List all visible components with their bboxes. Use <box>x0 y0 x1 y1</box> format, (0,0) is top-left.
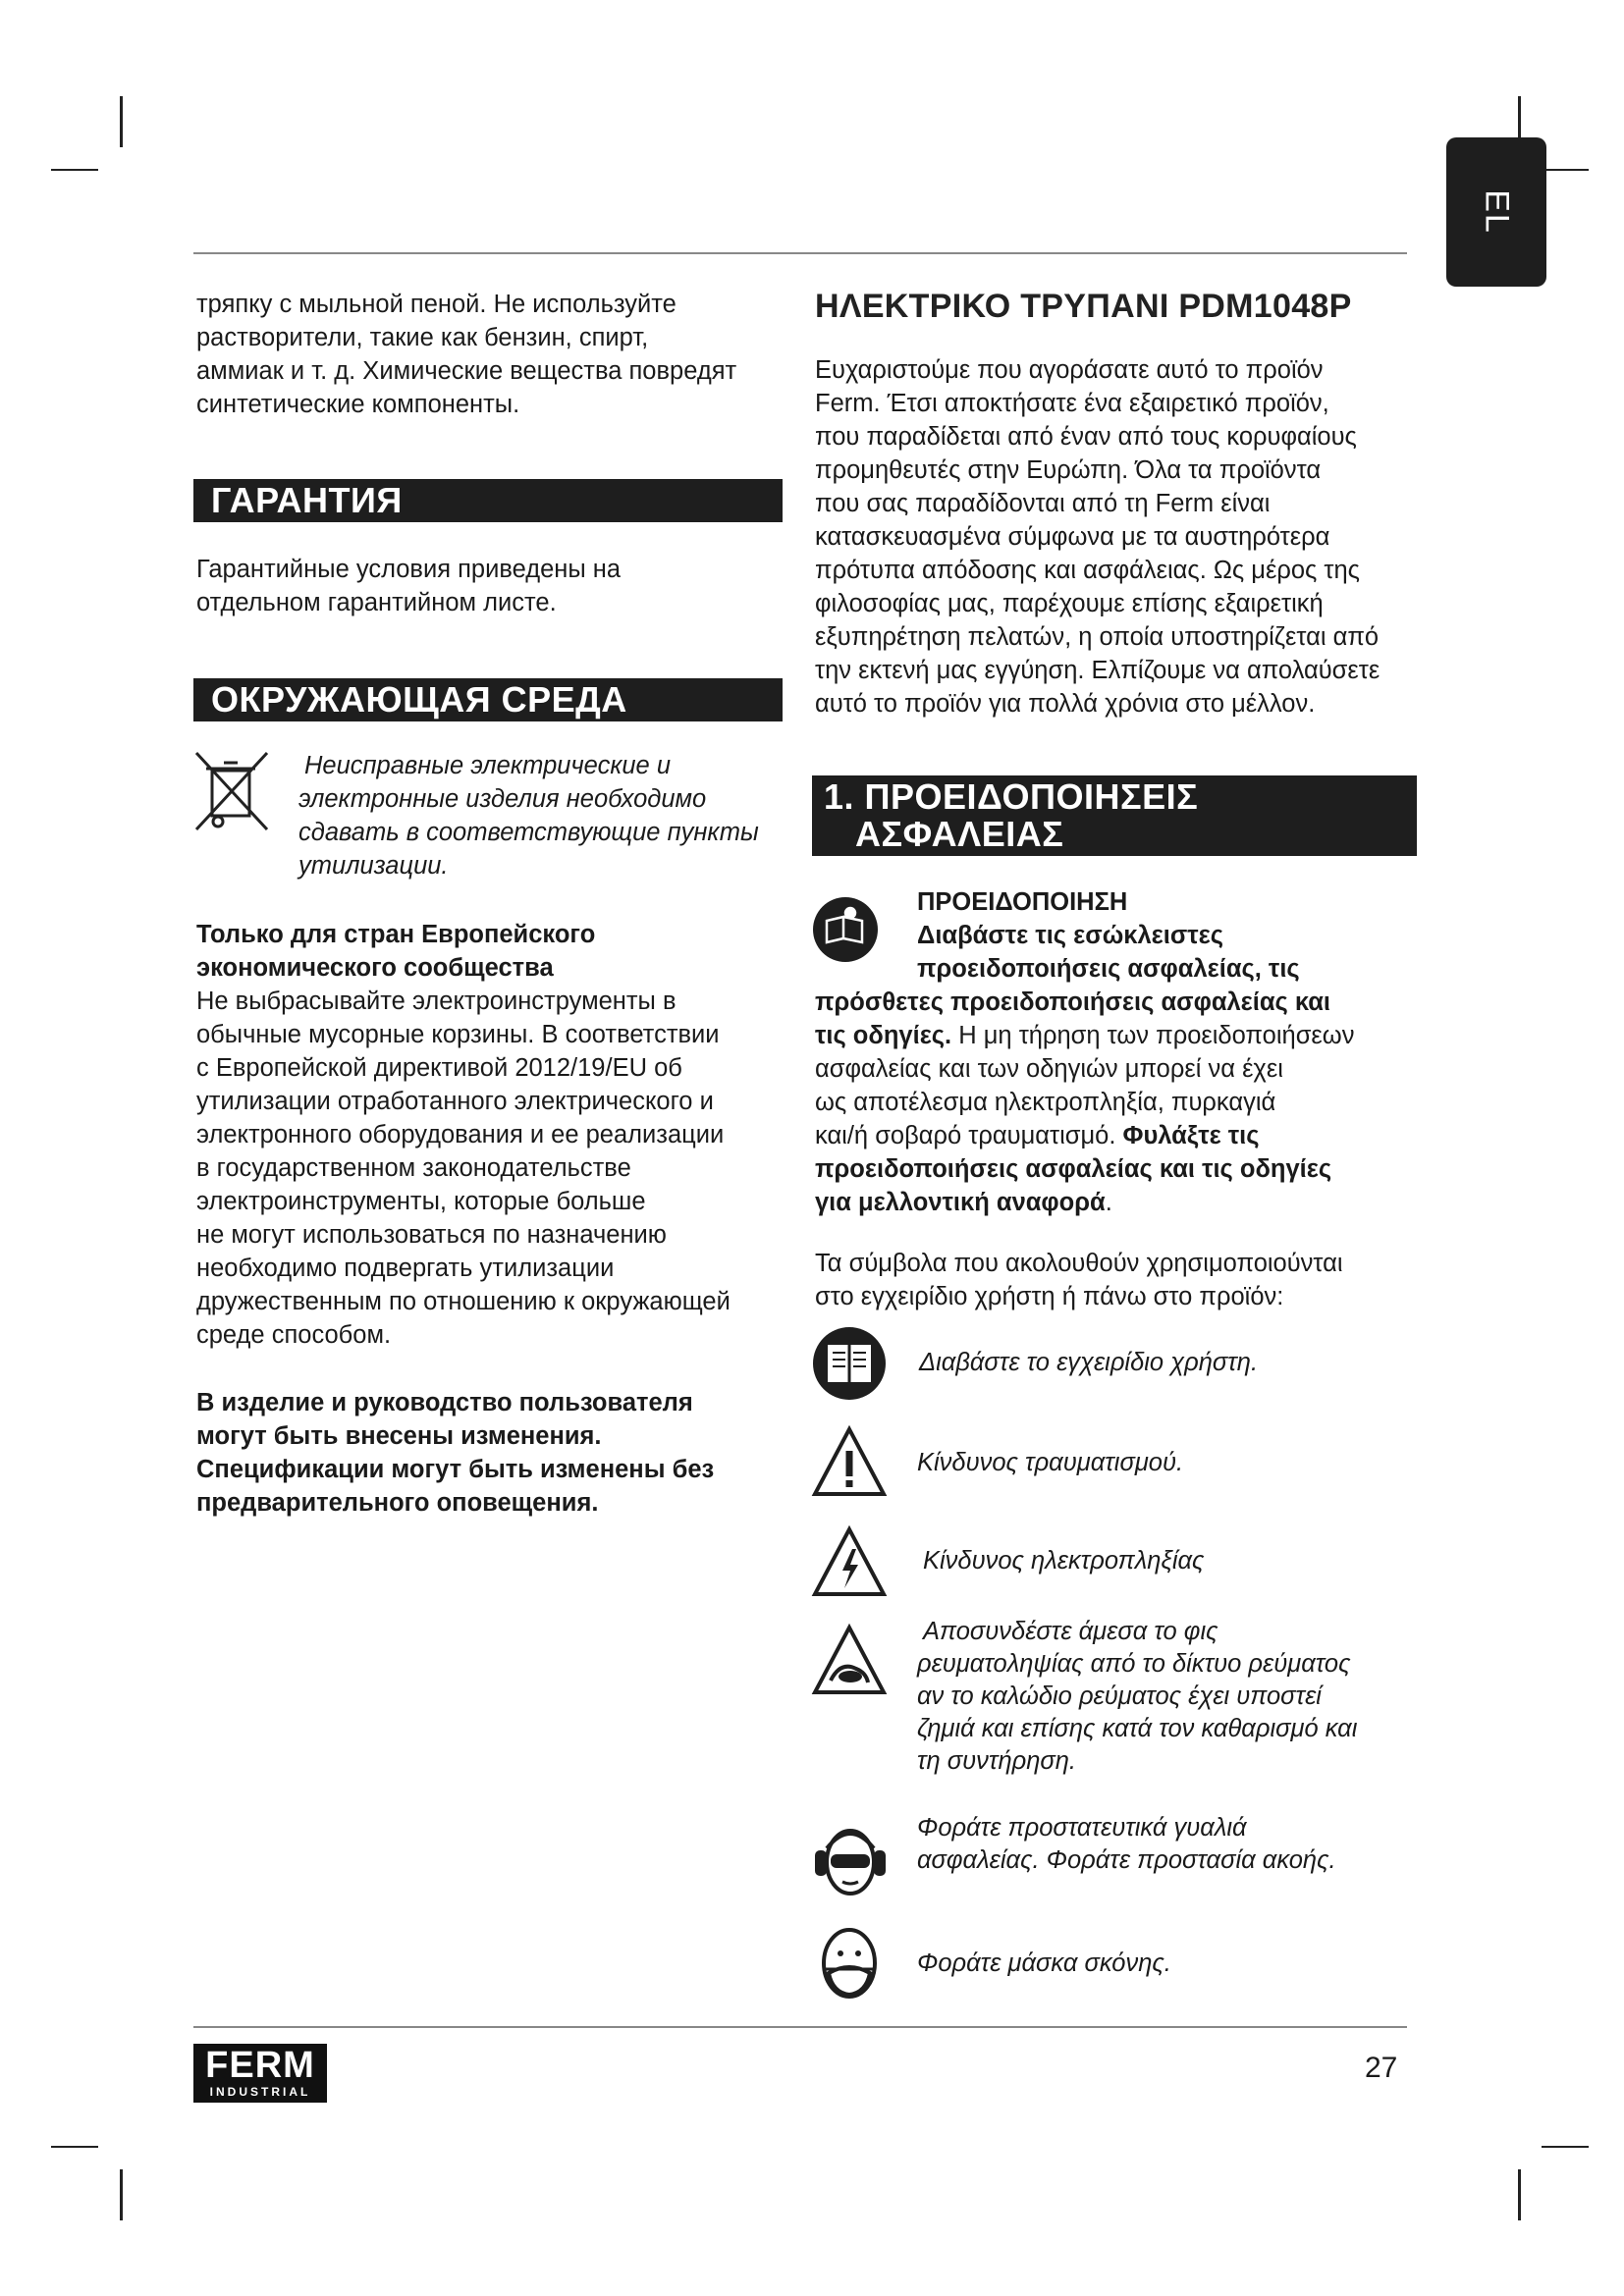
text-line: στο εγχειρίδιο χρήστη ή πάνω στο προϊόν: <box>815 1283 1284 1310</box>
warranty-paragraph <box>196 553 785 619</box>
text-line: που σας παραδίδονται από τη Ferm είναι <box>815 490 1271 517</box>
goggles-earmuffs-icon <box>811 1821 890 1903</box>
safety-heading-line: 1. ΠΡΟΕΙΔΟΠΟΙΗΣΕΙΣ <box>824 776 1199 817</box>
text-line: утилизации. <box>298 852 449 880</box>
text-line: дружественным по отношению к окружающей <box>196 1288 731 1315</box>
text-line: обычные мусорные корзины. В соответствии <box>196 1021 720 1048</box>
text-line: электронного оборудования и ее реализации <box>196 1121 725 1148</box>
page-number: 27 <box>1365 2052 1398 2084</box>
crop-mark <box>120 2169 123 2220</box>
text-line: тряпку с мыльной пеной. Не используйте <box>196 291 677 318</box>
text-line: ασφαλείας και των οδηγιών μπορεί να έχει <box>815 1055 1283 1083</box>
text-line: электронные изделия необходимо <box>298 785 707 813</box>
thanks-paragraph <box>815 353 1424 721</box>
intro-paragraph <box>196 288 785 421</box>
text-line: сдавать в соответствующие пункты <box>298 819 759 846</box>
language-tab <box>1446 137 1546 287</box>
safety-heading <box>812 775 1417 856</box>
environment-heading: ОКРУЖАЮЩАЯ СРЕДА <box>193 678 783 721</box>
symbol-text-mask <box>917 1948 1408 1980</box>
text-line: τη συντήρηση. <box>917 1747 1077 1775</box>
text-line: ζημιά και επίσης κατά τον καθαρισμό και <box>917 1715 1358 1742</box>
warning-triangle-icon <box>811 1423 888 1500</box>
text-line: Τα σύμβολα που ακολουθούν χρησιμοποιούνται <box>815 1250 1343 1277</box>
text-line <box>815 1019 1434 1052</box>
warning-title: ΠΡΟΕΙΔΟΠΟΙΗΣΗ <box>917 888 1128 916</box>
text-line: Ευχαριστούμε που αγοράσατε αυτό το προϊόν <box>815 356 1324 384</box>
warning-block <box>815 885 1434 1219</box>
text-span: Η μη τήρηση των προειδοποιήσεων <box>951 1022 1355 1049</box>
text-line: Αποσυνδέστε άμεσα το φις <box>923 1618 1218 1645</box>
text-line: αυτό το προϊόν για πολλά χρόνια στο μέλλον. <box>815 690 1316 718</box>
text-line: πρότυπα απόδοσης και ασφάλειας. Ως μέρος της <box>815 557 1360 584</box>
text-line: синтетические компоненты. <box>196 391 520 418</box>
text-line: Спецификации могут быть изменены без <box>196 1456 715 1483</box>
bold-span: Φυλάξτε τις <box>1122 1122 1260 1149</box>
symbol-text-manual <box>919 1347 1410 1379</box>
eu-section <box>196 918 795 1352</box>
unplug-cable-icon <box>811 1622 888 1698</box>
text-line <box>815 1119 1434 1152</box>
text-line: την εκτενή μας εγγύηση. Ελπίζουμε να απολαύσετε <box>815 657 1380 684</box>
crossed-bin-icon <box>192 749 271 833</box>
text-line: προειδοποιήσεις ασφαλείας, τις <box>917 955 1300 983</box>
text-line: в государственном законодательстве <box>196 1154 631 1182</box>
text-line: Κίνδυνος ηλεκτροπληξίας <box>923 1547 1205 1575</box>
text-line <box>815 1186 1434 1219</box>
text-line: που παραδίδεται από έναν από τους κορυφαίους <box>815 423 1357 451</box>
bold-span: τις οδηγίες. <box>815 1022 952 1049</box>
warranty-heading: ГАРАНТИЯ <box>193 479 783 522</box>
manual-book-icon <box>811 1325 888 1402</box>
footer-rule <box>193 2026 1407 2028</box>
text-line: с Европейской директивой 2012/19/EU об <box>196 1054 682 1082</box>
crop-mark <box>1518 2169 1521 2220</box>
text-line: растворители, такие как бензин, спирт, <box>196 324 649 351</box>
dust-mask-icon <box>811 1922 888 2004</box>
electric-hazard-icon <box>811 1523 888 1600</box>
text-line: Φοράτε προστατευτικά γυαλιά <box>917 1814 1247 1842</box>
crop-mark <box>51 2146 98 2148</box>
text-line: утилизации отработанного электрического и <box>196 1088 714 1115</box>
text-line: Κίνδυνος τραυματισμού. <box>917 1449 1184 1476</box>
text-line: предварительного оповещения. <box>196 1489 599 1517</box>
symbol-text-goggles <box>917 1812 1428 1877</box>
text-line: ως αποτέλεσμα ηλεκτροπληξία, πυρκαγιά <box>815 1089 1276 1116</box>
text-line: προειδοποιήσεις ασφαλείας και τις οδηγίες <box>815 1155 1332 1183</box>
text-line: среде способом. <box>196 1321 392 1349</box>
text-span: . <box>1105 1189 1112 1216</box>
text-line: В изделие и руководство пользователя <box>196 1389 693 1416</box>
text-line: Ferm. Έτσι αποκτήσατε ένα εξαιρετικό προϊόν, <box>815 390 1329 417</box>
language-tab-label: EL <box>1478 189 1516 235</box>
text-line: εξυπηρέτηση πελατών, η οποία υποστηρίζεται από <box>815 623 1380 651</box>
eu-heading-line: экономического сообщества <box>196 954 554 982</box>
weee-paragraph <box>298 749 770 882</box>
crop-mark <box>1542 169 1589 171</box>
safety-heading-line: ΑΣΦΑΛΕΙΑΣ <box>855 814 1064 854</box>
symbol-text-unplug <box>917 1616 1428 1778</box>
text-line: аммиак и т. д. Химические вещества повредят <box>196 357 737 385</box>
text-line: Διαβάστε το εγχειρίδιο χρήστη. <box>919 1349 1259 1376</box>
symbol-text-electric <box>923 1545 1414 1577</box>
product-title: ΗΛΕΚΤΡΙΚΟ ΤΡΥΠΑΝΙ PDM1048P <box>815 288 1352 325</box>
text-line: Διαβάστε τις εσώκλειστες <box>917 922 1224 949</box>
text-line: отдельном гарантийном листе. <box>196 589 557 616</box>
eu-heading-line: Только для стран Европейского <box>196 921 596 948</box>
symbol-text-injury <box>917 1447 1408 1479</box>
crop-mark <box>120 96 123 147</box>
text-line: προμηθευτές στην Ευρώπη. Όλα τα προϊόντα <box>815 456 1322 484</box>
logo-main: FERM <box>205 2045 315 2086</box>
ferm-logo <box>193 2044 327 2103</box>
crop-mark <box>1542 2146 1589 2148</box>
text-line: Не выбрасывайте электроинструменты в <box>196 988 677 1015</box>
left-column <box>196 288 785 421</box>
text-line: могут быть внесены изменения. <box>196 1422 602 1450</box>
text-line: необходимо подвергать утилизации <box>196 1255 615 1282</box>
text-line: πρόσθετες προειδοποιήσεις ασφαλείας και <box>815 988 1331 1016</box>
text-span: και/ή σοβαρό τραυματισμό. <box>815 1122 1123 1149</box>
text-line: электроинструменты, которые больше <box>196 1188 646 1215</box>
text-line: ρευματοληψίας από το δίκτυο ρεύματος <box>917 1650 1351 1678</box>
header-rule <box>193 252 1407 254</box>
symbols-intro <box>815 1247 1434 1313</box>
text-line: ασφαλείας. Φοράτε προστασία ακοής. <box>917 1846 1336 1874</box>
text-line: не могут использоваться по назначению <box>196 1221 667 1249</box>
logo-sub: INDUSTRIAL <box>209 2085 311 2099</box>
change-notice <box>196 1386 795 1520</box>
text-line: Гарантийные условия приведены на <box>196 556 622 583</box>
bold-span: για μελλοντική αναφορά <box>815 1189 1106 1216</box>
text-line: Неисправные электрические и <box>304 752 671 779</box>
crop-mark <box>51 169 98 171</box>
text-line: αν το καλώδιο ρεύματος έχει υποστεί <box>917 1682 1322 1710</box>
text-line: Φοράτε μάσκα σκόνης. <box>917 1949 1171 1977</box>
text-line: κατασκευασμένα σύμφωνα με τα αυστηρότερα <box>815 523 1330 551</box>
text-line: φιλοσοφίας μας, παρέχουμε επίσης εξαιρετική <box>815 590 1324 617</box>
